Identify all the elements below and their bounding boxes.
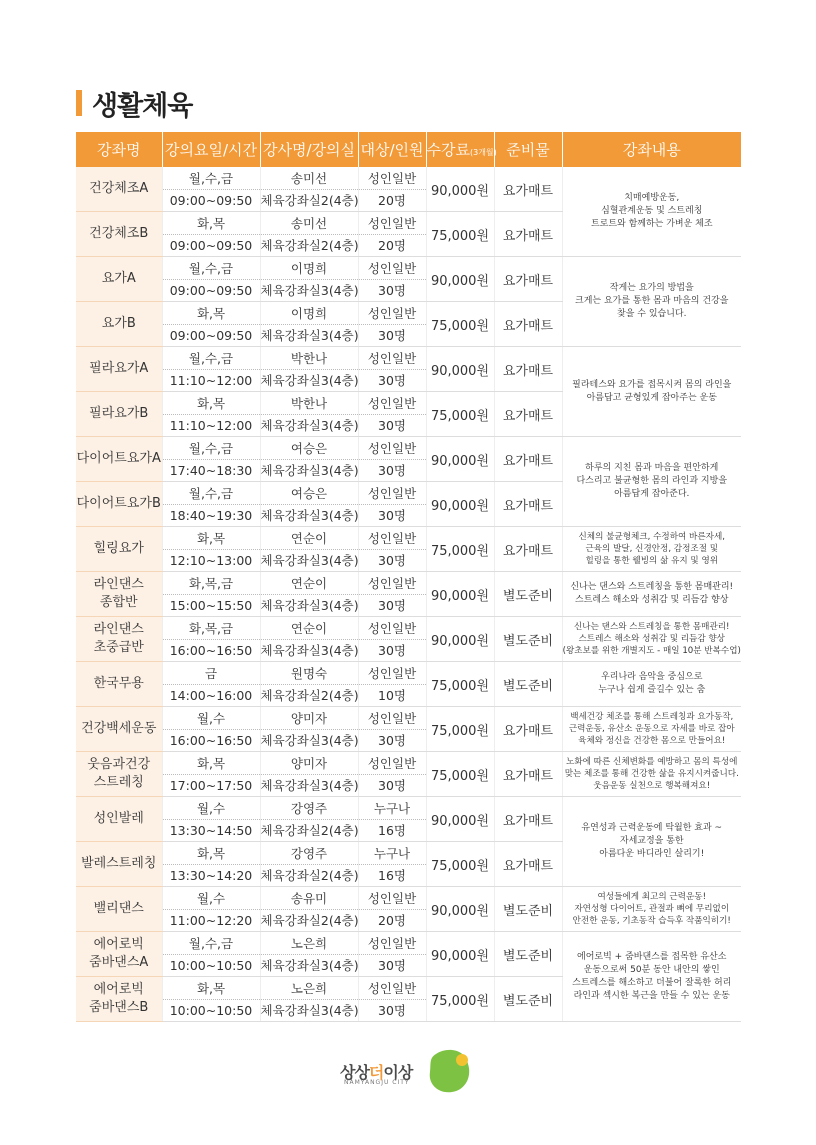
course-fee: 90,000원 (426, 572, 494, 617)
teacher-room-bottom: 체육강좌실2(4층) (260, 867, 359, 883)
teacher-room-bottom: 체육강좌실3(4층) (260, 372, 359, 388)
schedule-bottom: 09:00~09:50 (169, 327, 253, 343)
teacher-room-cell (260, 707, 358, 752)
schedule-cell (162, 527, 260, 572)
schedule-bottom: 13:30~14:50 (169, 822, 253, 838)
target-count-cell (358, 932, 426, 977)
target-count-cell (358, 347, 426, 392)
course-description: 노화에 따른 신체변화를 예방하고 몸의 특성에 맞는 체조를 통해 건강한 삶을 유지시켜줍니다. 웃음운동 실천으로 행복해져요! (562, 752, 741, 797)
schedule-bottom: 18:40~19:30 (169, 507, 253, 523)
course-prep: 별도준비 (494, 662, 562, 707)
schedule-bottom: 16:00~16:50 (169, 642, 253, 658)
course-description: 백세건강 체조를 통해 스트레칭과 요가동작, 근력운동, 유산소 운동으로 자세를 바로 잡아 육체와 정신을 건강한 몸으로 만들어요! (562, 707, 741, 752)
course-description: 신나는 댄스와 스트레칭을 통한 몸매관리! 스트레스 해소와 성취감 및 리듬감 향상 (562, 572, 741, 617)
target-count-top: 성인일반 (359, 663, 426, 685)
table-row (76, 617, 741, 662)
teacher-room-bottom: 체육강좌실2(4층) (260, 237, 359, 253)
course-description: 우리나라 음악을 중심으로 누구나 쉽게 즐길수 있는 춤 (562, 662, 741, 707)
target-count-bottom: 30명 (378, 642, 406, 658)
course-fee: 75,000원 (426, 662, 494, 707)
schedule-cell (162, 932, 260, 977)
course-fee: 75,000원 (426, 212, 494, 257)
course-name: 건강체조B (76, 212, 162, 257)
schedule-cell (162, 887, 260, 932)
target-count-bottom: 30명 (378, 282, 406, 298)
course-description: 유연성과 근력운동에 탁월한 효과 ~ 자세교정을 통한 아름다운 바디라인 살리기! (562, 797, 741, 887)
course-fee: 90,000원 (426, 932, 494, 977)
course-fee: 75,000원 (426, 752, 494, 797)
target-count-bottom: 30명 (378, 1002, 406, 1018)
target-count-bottom: 30명 (378, 597, 406, 613)
course-prep: 요가매트 (494, 257, 562, 302)
header-time: 강의요일/시간 (162, 132, 260, 167)
target-count-cell (358, 302, 426, 347)
schedule-bottom: 13:30~14:20 (169, 867, 253, 883)
schedule-bottom: 11:10~12:00 (169, 372, 253, 388)
teacher-room-cell (260, 932, 358, 977)
course-fee: 75,000원 (426, 707, 494, 752)
target-count-bottom: 30명 (378, 327, 406, 343)
course-description: 필라테스와 요가를 접목시켜 몸의 라인을 아름답고 균형있게 잡아주는 운동 (562, 347, 741, 437)
schedule-bottom: 09:00~09:50 (169, 282, 253, 298)
course-prep: 요가매트 (494, 167, 562, 212)
schedule-top: 월,수 (163, 888, 260, 910)
teacher-room-cell (260, 257, 358, 302)
teacher-room-cell (260, 977, 358, 1022)
header-fee (426, 132, 497, 167)
schedule-cell (162, 707, 260, 752)
target-count-bottom: 20명 (378, 192, 406, 208)
target-count-top: 성인일반 (359, 393, 426, 415)
course-name: 웃음과건강 스트레칭 (76, 752, 162, 797)
teacher-room-cell (260, 482, 358, 527)
course-fee: 90,000원 (426, 347, 494, 392)
table-header-row (76, 132, 741, 167)
target-count-bottom: 30명 (378, 732, 406, 748)
course-fee: 90,000원 (426, 617, 494, 662)
table-row (76, 257, 741, 302)
table-row (76, 887, 741, 932)
schedule-top: 화,목,금 (163, 618, 260, 640)
target-count-bottom: 30명 (378, 417, 406, 433)
course-name: 라인댄스 종합반 (76, 572, 162, 617)
schedule-bottom: 16:00~16:50 (169, 732, 253, 748)
course-name: 한국무용 (76, 662, 162, 707)
header-target: 대상/인원 (358, 132, 426, 167)
city-logo (340, 1046, 480, 1096)
target-count-top: 성인일반 (359, 483, 426, 505)
target-count-top: 누구나 (359, 843, 426, 865)
teacher-room-top: 노은희 (261, 933, 358, 955)
course-name: 밸리댄스 (76, 887, 162, 932)
header-teacher: 강사명/강의실 (260, 132, 358, 167)
course-fee: 75,000원 (426, 527, 494, 572)
teacher-room-top: 노은희 (261, 978, 358, 1000)
schedule-cell (162, 797, 260, 842)
target-count-cell (358, 527, 426, 572)
target-count-bottom: 30명 (378, 777, 406, 793)
target-count-top: 성인일반 (359, 528, 426, 550)
target-count-top: 성인일반 (359, 933, 426, 955)
teacher-room-bottom: 체육강좌실3(4층) (260, 1002, 359, 1018)
schedule-bottom: 11:10~12:00 (169, 417, 253, 433)
course-prep: 요가매트 (494, 302, 562, 347)
teacher-room-top: 여승은 (261, 438, 358, 460)
teacher-room-bottom: 체육강좌실2(4층) (260, 822, 359, 838)
course-description: 작게는 요가의 방법을 크게는 요가를 통한 몸과 마음의 건강을 찾을 수 있습니다. (562, 257, 741, 347)
page-title-text: 생활체육 (92, 90, 193, 122)
target-count-bottom: 30명 (378, 552, 406, 568)
table-row (76, 707, 741, 752)
header-fee-period: (3개월) (469, 148, 497, 157)
teacher-room-bottom: 체육강좌실2(4층) (260, 912, 359, 928)
teacher-room-bottom: 체육강좌실3(4층) (260, 282, 359, 298)
header-content: 강좌내용 (562, 132, 741, 167)
course-prep: 요가매트 (494, 392, 562, 437)
teacher-room-bottom: 체육강좌실3(4층) (260, 552, 359, 568)
schedule-cell (162, 392, 260, 437)
target-count-top: 성인일반 (359, 978, 426, 1000)
teacher-room-cell (260, 167, 358, 212)
course-fee: 75,000원 (426, 842, 494, 887)
teacher-room-bottom: 체육강좌실3(4층) (260, 777, 359, 793)
schedule-top: 금 (163, 663, 260, 685)
course-description: 신나는 댄스와 스트레칭을 통한 몸매관리! 스트레스 해소와 성취감 및 리듬감 향상 (왕초보를 위한 개별지도 - 매일 10분 반복수업) (562, 617, 741, 662)
target-count-bottom: 16명 (378, 867, 406, 883)
schedule-cell (162, 572, 260, 617)
course-prep: 요가매트 (494, 212, 562, 257)
target-count-bottom: 30명 (378, 507, 406, 523)
target-count-bottom: 30명 (378, 372, 406, 388)
course-prep: 요가매트 (494, 482, 562, 527)
course-prep: 별도준비 (494, 932, 562, 977)
schedule-cell (162, 662, 260, 707)
schedule-bottom: 09:00~09:50 (169, 237, 253, 253)
target-count-bottom: 30명 (378, 462, 406, 478)
target-count-top: 누구나 (359, 798, 426, 820)
course-prep: 요가매트 (494, 437, 562, 482)
page-title (76, 86, 192, 120)
schedule-cell (162, 437, 260, 482)
schedule-bottom: 10:00~10:50 (169, 957, 253, 973)
schedule-top: 화,목 (163, 978, 260, 1000)
course-description: 여성들에게 최고의 근력운동! 자연성형 다이어트, 관절과 뼈에 무리없이 안전한 운동, 기초동작 습득후 작품익히기! (562, 887, 741, 932)
course-name: 필라요가A (76, 347, 162, 392)
target-count-bottom: 30명 (378, 957, 406, 973)
target-count-cell (358, 887, 426, 932)
schedule-top: 화,목,금 (163, 573, 260, 595)
target-count-cell (358, 392, 426, 437)
target-count-top: 성인일반 (359, 753, 426, 775)
table-row (76, 527, 741, 572)
schedule-bottom: 11:00~12:20 (169, 912, 253, 928)
target-count-bottom: 20명 (378, 237, 406, 253)
target-count-top: 성인일반 (359, 168, 426, 190)
teacher-room-cell (260, 662, 358, 707)
namyangju-mark-icon (426, 1046, 472, 1094)
target-count-cell (358, 707, 426, 752)
teacher-room-cell (260, 842, 358, 887)
course-name: 요가B (76, 302, 162, 347)
target-count-top: 성인일반 (359, 303, 426, 325)
target-count-cell (358, 482, 426, 527)
course-name: 라인댄스 초중급반 (76, 617, 162, 662)
schedule-bottom: 14:00~16:00 (169, 687, 253, 703)
teacher-room-top: 박한나 (261, 348, 358, 370)
schedule-bottom: 17:40~18:30 (169, 462, 253, 478)
target-count-cell (358, 212, 426, 257)
target-count-cell (358, 257, 426, 302)
target-count-bottom: 16명 (378, 822, 406, 838)
course-name: 힐링요가 (76, 527, 162, 572)
logo-slogan: 상상더이상 (340, 1063, 413, 1082)
target-count-bottom: 10명 (378, 687, 406, 703)
teacher-room-cell (260, 392, 358, 437)
course-prep: 요가매트 (494, 527, 562, 572)
teacher-room-bottom: 체육강좌실2(4층) (260, 192, 359, 208)
course-name: 다이어트요가B (76, 482, 162, 527)
course-name: 다이어트요가A (76, 437, 162, 482)
schedule-cell (162, 302, 260, 347)
table-row (76, 437, 741, 482)
teacher-room-bottom: 체육강좌실3(4층) (260, 642, 359, 658)
course-prep: 별도준비 (494, 977, 562, 1022)
table-row (76, 347, 741, 392)
course-fee: 75,000원 (426, 302, 494, 347)
teacher-room-top: 강영주 (261, 843, 358, 865)
teacher-room-cell (260, 797, 358, 842)
teacher-room-top: 이명희 (261, 258, 358, 280)
target-count-cell (358, 977, 426, 1022)
schedule-top: 월,수,금 (163, 483, 260, 505)
schedule-top: 화,목 (163, 843, 260, 865)
schedule-top: 월,수 (163, 798, 260, 820)
target-count-top: 성인일반 (359, 708, 426, 730)
schedule-cell (162, 977, 260, 1022)
teacher-room-top: 박한나 (261, 393, 358, 415)
teacher-room-cell (260, 617, 358, 662)
course-prep: 별도준비 (494, 617, 562, 662)
target-count-top: 성인일반 (359, 213, 426, 235)
course-fee: 90,000원 (426, 437, 494, 482)
target-count-top: 성인일반 (359, 888, 426, 910)
teacher-room-top: 여승은 (261, 483, 358, 505)
course-fee: 75,000원 (426, 977, 494, 1022)
teacher-room-bottom: 체육강좌실2(4층) (260, 687, 359, 703)
teacher-room-bottom: 체육강좌실3(4층) (260, 462, 359, 478)
target-count-bottom: 20명 (378, 912, 406, 928)
teacher-room-top: 양미자 (261, 708, 358, 730)
course-prep: 별도준비 (494, 572, 562, 617)
course-prep: 별도준비 (494, 887, 562, 932)
table-row (76, 752, 741, 797)
teacher-room-bottom: 체육강좌실3(4층) (260, 327, 359, 343)
course-fee: 90,000원 (426, 167, 494, 212)
teacher-room-bottom: 체육강좌실3(4층) (260, 732, 359, 748)
schedule-cell (162, 617, 260, 662)
course-fee: 90,000원 (426, 797, 494, 842)
table-row (76, 932, 741, 977)
schedule-cell (162, 752, 260, 797)
teacher-room-top: 이명희 (261, 303, 358, 325)
teacher-room-top: 송미선 (261, 213, 358, 235)
schedule-top: 화,목 (163, 753, 260, 775)
course-name: 발레스트레칭 (76, 842, 162, 887)
course-prep: 요가매트 (494, 707, 562, 752)
teacher-room-cell (260, 347, 358, 392)
target-count-cell (358, 617, 426, 662)
logo-city-name: NAMYANGJU CITY (344, 1079, 410, 1086)
schedule-top: 월,수 (163, 708, 260, 730)
teacher-room-top: 양미자 (261, 753, 358, 775)
target-count-top: 성인일반 (359, 258, 426, 280)
title-accent-bar (76, 90, 82, 116)
course-prep: 요가매트 (494, 842, 562, 887)
header-name: 강좌명 (76, 132, 162, 167)
target-count-cell (358, 797, 426, 842)
teacher-room-top: 원명숙 (261, 663, 358, 685)
teacher-room-cell (260, 437, 358, 482)
course-description: 하루의 지친 몸과 마음을 편안하게 다스리고 불균형한 몸의 라인과 지방을 아름답게 잡아준다. (562, 437, 741, 527)
schedule-cell (162, 212, 260, 257)
teacher-room-cell (260, 302, 358, 347)
target-count-cell (358, 167, 426, 212)
course-prep: 요가매트 (494, 752, 562, 797)
course-name: 에어로빅 줌바댄스A (76, 932, 162, 977)
schedule-top: 월,수,금 (163, 348, 260, 370)
course-table (76, 132, 741, 1022)
course-name: 필라요가B (76, 392, 162, 437)
schedule-top: 월,수,금 (163, 438, 260, 460)
teacher-room-top: 연순이 (261, 618, 358, 640)
course-name: 에어로빅 줌바댄스B (76, 977, 162, 1022)
teacher-room-bottom: 체육강좌실3(4층) (260, 417, 359, 433)
target-count-cell (358, 752, 426, 797)
table-row (76, 662, 741, 707)
teacher-room-bottom: 체육강좌실3(4층) (260, 957, 359, 973)
schedule-cell (162, 167, 260, 212)
teacher-room-bottom: 체육강좌실3(4층) (260, 507, 359, 523)
schedule-bottom: 15:00~15:50 (169, 597, 253, 613)
schedule-cell (162, 347, 260, 392)
target-count-cell (358, 662, 426, 707)
course-prep: 요가매트 (494, 797, 562, 842)
teacher-room-cell (260, 527, 358, 572)
header-prep: 준비물 (494, 132, 562, 167)
schedule-top: 화,목 (163, 303, 260, 325)
schedule-cell (162, 257, 260, 302)
teacher-room-top: 송미선 (261, 168, 358, 190)
schedule-top: 화,목 (163, 213, 260, 235)
schedule-bottom: 12:10~13:00 (169, 552, 253, 568)
course-name: 성인발레 (76, 797, 162, 842)
course-description: 에어로빅 + 줌바댄스를 접목한 유산소 운동으로써 50분 동안 내안의 쌓인 스트레스를 해소하고 더불어 잘록한 허리 라인과 섹시한 복근을 만들 수 있는 운동 (562, 932, 741, 1022)
table-row (76, 797, 741, 842)
target-count-cell (358, 437, 426, 482)
schedule-top: 월,수,금 (163, 168, 260, 190)
header-fee-label: 수강료 (426, 141, 470, 159)
course-fee: 75,000원 (426, 392, 494, 437)
table-row (76, 167, 741, 212)
schedule-cell (162, 842, 260, 887)
course-name: 건강백세운동 (76, 707, 162, 752)
table-row (76, 572, 741, 617)
teacher-room-top: 송유미 (261, 888, 358, 910)
schedule-bottom: 09:00~09:50 (169, 192, 253, 208)
teacher-room-bottom: 체육강좌실3(4층) (260, 597, 359, 613)
course-description: 치매예방운동, 심혈관계운동 및 스트레칭 트로트와 함께하는 가벼운 체조 (562, 167, 741, 257)
teacher-room-top: 연순이 (261, 528, 358, 550)
schedule-top: 월,수,금 (163, 933, 260, 955)
course-prep: 요가매트 (494, 347, 562, 392)
target-count-top: 성인일반 (359, 348, 426, 370)
teacher-room-cell (260, 887, 358, 932)
target-count-top: 성인일반 (359, 573, 426, 595)
schedule-bottom: 10:00~10:50 (169, 1002, 253, 1018)
teacher-room-cell (260, 752, 358, 797)
teacher-room-cell (260, 572, 358, 617)
target-count-top: 성인일반 (359, 618, 426, 640)
course-name: 건강체조A (76, 167, 162, 212)
target-count-cell (358, 842, 426, 887)
course-fee: 90,000원 (426, 257, 494, 302)
teacher-room-top: 강영주 (261, 798, 358, 820)
target-count-top: 성인일반 (359, 438, 426, 460)
teacher-room-cell (260, 212, 358, 257)
teacher-room-top: 연순이 (261, 573, 358, 595)
schedule-top: 월,수,금 (163, 258, 260, 280)
schedule-cell (162, 482, 260, 527)
course-description: 신체의 불균형체크, 수정하여 바른자세, 근육의 발달, 신경안정, 감정조절 및 힐링을 통한 웰빙의 삶 유지 및 영위 (562, 527, 741, 572)
course-fee: 90,000원 (426, 482, 494, 527)
course-name: 요가A (76, 257, 162, 302)
schedule-top: 화,목 (163, 528, 260, 550)
course-fee: 90,000원 (426, 887, 494, 932)
schedule-bottom: 17:00~17:50 (169, 777, 253, 793)
target-count-cell (358, 572, 426, 617)
schedule-top: 화,목 (163, 393, 260, 415)
